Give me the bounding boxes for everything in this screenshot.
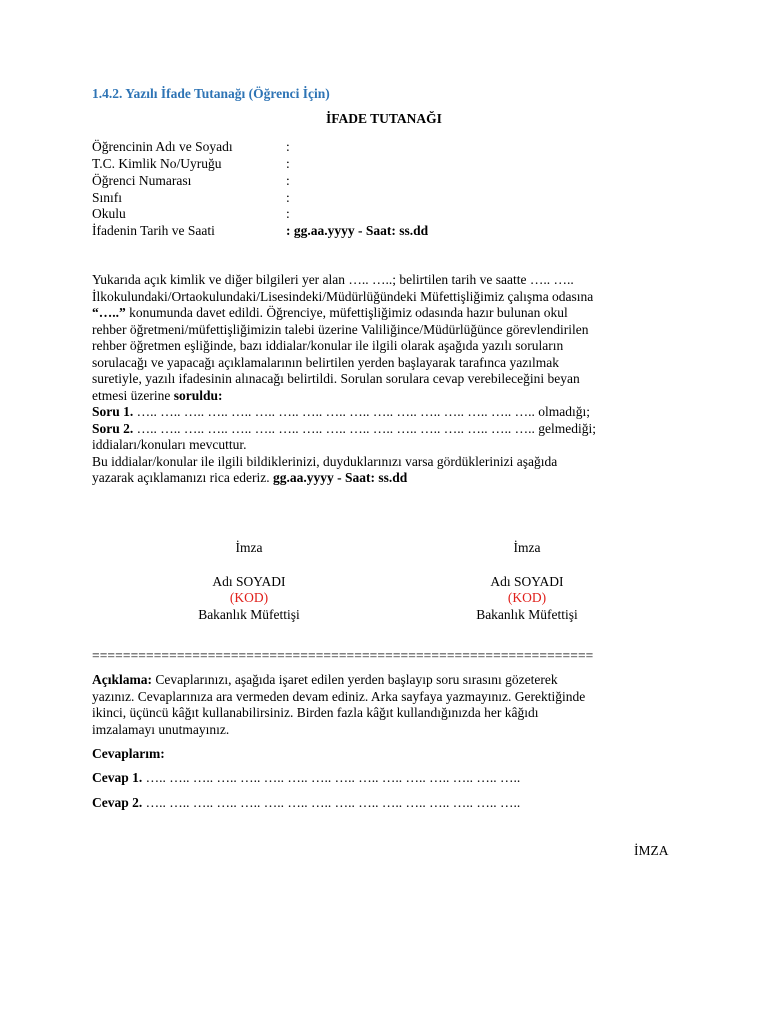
field-value: :	[286, 206, 290, 221]
explanation-line: yazınız. Cevaplarınıza ara vermeden devam ediniz. Arka sayfaya yazmayınız. Gerektiğinde	[92, 688, 586, 704]
body-line: suretiyle, yazılı ifadesinin alınacağı belirtildi. Sorulan sorulara cevap verebileceğini beyan	[92, 371, 580, 386]
body-line	[92, 305, 676, 322]
body-line: Bu iddialar/konular ile ilgili bildiklerinizi, duyduklarınızı varsa gördüklerinizi aşağıda	[92, 453, 558, 469]
field-label: Okulu	[92, 206, 126, 221]
answer-label: Cevap 1.	[92, 770, 143, 785]
explanation-line: ikinci, üçüncü kâğıt kullanabilirsiniz. Birden fazla kâğıt kullandığınızda her kâğıdı	[92, 705, 539, 720]
statement-body	[92, 272, 676, 487]
question-label: Soru 2.	[92, 420, 134, 436]
answer-blank: ….. ….. ….. ….. ….. ….. ….. ….. ….. ….. ….. ….. ….. ….. ….. …..	[142, 795, 521, 810]
body-line	[92, 470, 676, 487]
body-line: iddiaları/konuları mevcuttur.	[92, 437, 247, 452]
signature-label: İmza	[235, 540, 263, 555]
field-label: İfadenin Tarih ve Saati	[92, 223, 215, 238]
body-line: İlkokulundaki/Ortaokulundaki/Lisesindeki/Müdürlüğündeki Müfettişliğimiz çalışma odasına	[92, 288, 594, 304]
date-time-placeholder: gg.aa.yyyy - Saat: ss.dd	[273, 470, 408, 485]
inspector-role: Bakanlık Müfettişi	[198, 606, 300, 622]
explanation-text: Cevaplarınızı, aşağıda işaret edilen yerden başlayıp soru sırasını gözeterek	[152, 672, 558, 687]
answer-2	[92, 795, 520, 812]
body-line: rehber öğretmeni/müfettişliğimizin talebi üzerine Valiliğince/Müdürlüğünce görevlendirilen	[92, 321, 589, 337]
body-text: yazarak açıklamanızı rica ederiz.	[92, 470, 274, 485]
quoted-position: “…..”	[92, 305, 126, 320]
asked-label: soruldu:	[173, 387, 223, 403]
field-label: Sınıfı	[92, 190, 123, 205]
inspector-code: (KOD)	[229, 590, 269, 605]
field-label: T.C. Kimlik No/Uyruğu	[92, 156, 222, 171]
question-text: ….. ….. ….. ….. ….. ….. ….. ….. ….. ….. ….. ….. ….. ….. ….. ….. ….. olmadığı;	[133, 404, 591, 419]
field-value: :	[286, 173, 290, 188]
explanation-label: Açıklama:	[92, 672, 152, 687]
signature-block-left	[149, 540, 349, 623]
body-line: rehber öğretmen eşliğinde, bazı iddialar/konular ile ilgili olarak aşağıda yazılı soruların	[92, 338, 564, 353]
field-label: Öğrenci Numarası	[92, 173, 192, 188]
question-1	[92, 404, 676, 421]
document-title: İFADE TUTANAĞI	[326, 111, 442, 126]
body-text: etmesi üzerine	[92, 387, 174, 403]
body-line: Yukarıda açık kimlik ve diğer bilgileri yer alan ….. …..; belirtilen tarih ve saatte ….. …..	[92, 272, 574, 287]
answers-heading: Cevaplarım:	[92, 746, 165, 761]
divider-line: =================================================================	[92, 648, 594, 663]
inspector-name: Adı SOYADI	[212, 573, 286, 589]
explanation-line: imzalamayı unutmayınız.	[92, 721, 230, 737]
field-value: : gg.aa.yyyy - Saat: ss.dd	[286, 223, 429, 238]
field-value: :	[286, 190, 290, 205]
answer-1	[92, 770, 520, 787]
answer-label: Cevap 2.	[92, 795, 143, 810]
question-2	[92, 421, 676, 438]
field-label: Öğrencinin Adı ve Soyadı	[92, 139, 233, 154]
body-line	[92, 388, 676, 405]
explanation-line	[92, 672, 676, 689]
question-label: Soru 1.	[92, 404, 134, 419]
signature-label: İmza	[513, 540, 541, 555]
field-value: :	[286, 139, 290, 154]
inspector-code: (KOD)	[507, 590, 547, 605]
final-signature-label: İMZA	[634, 843, 669, 858]
explanation-block	[92, 672, 676, 738]
signature-block-right	[427, 540, 627, 623]
inspector-role: Bakanlık Müfettişi	[476, 606, 578, 622]
answer-blank: ….. ….. ….. ….. ….. ….. ….. ….. ….. ….. ….. ….. ….. ….. ….. …..	[142, 770, 521, 785]
body-text: konumunda davet edildi. Öğrenciye, müfettişliğimiz odasında hazır bulunan okul	[125, 305, 568, 320]
question-text: ….. ….. ….. ….. ….. ….. ….. ….. ….. ….. ….. ….. ….. ….. ….. ….. ….. gelmediği;	[133, 420, 597, 436]
section-title: 1.4.2. Yazılı İfade Tutanağı (Öğrenci İçin)	[92, 86, 330, 101]
field-value: :	[286, 156, 290, 171]
inspector-name: Adı SOYADI	[490, 573, 564, 589]
body-line: sorulacağı ve yapacağı açıklamalarının belirtilen yerden başlayarak tarafınca yazılmak	[92, 354, 560, 370]
